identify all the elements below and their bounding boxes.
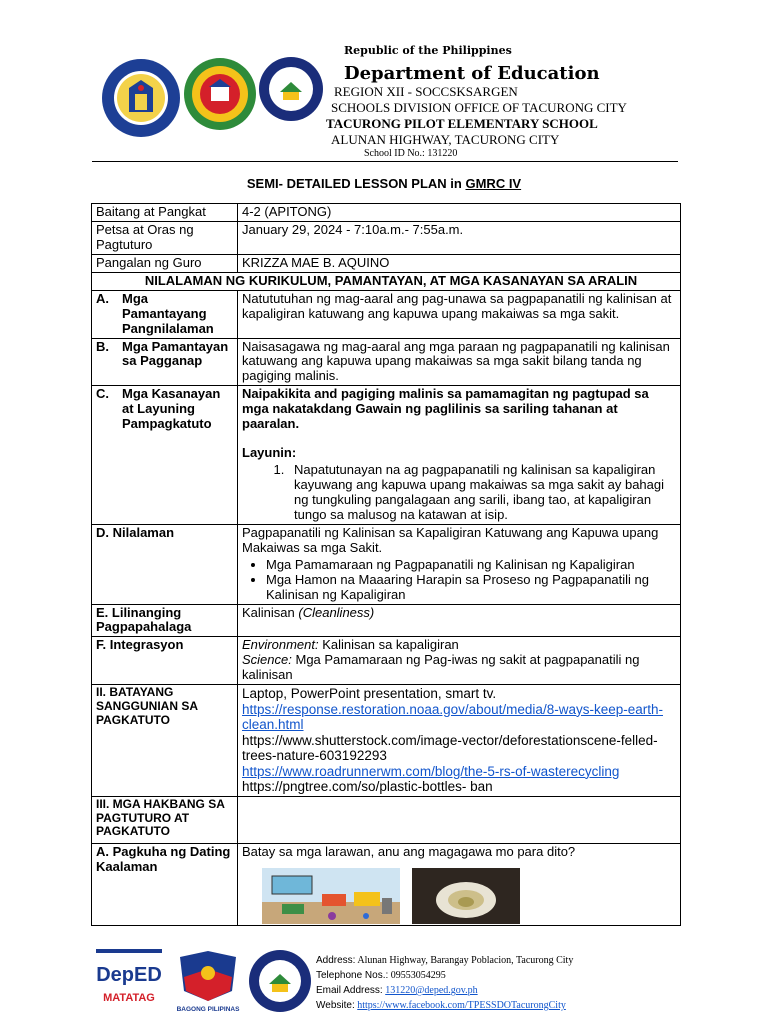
subject-title: GMRC IV	[465, 176, 522, 191]
deped-logo-text: DepED	[96, 964, 162, 986]
content-value: Pagpapanatili ng Kalinisan sa Kapaligiran Katuwang ang Kapuwa upang Makaiwas sa mga Sakit. • Mga Pamamaraan ng Pagpapanatili ng Kalinisan ng Kapaligiran • Mga Hamon na Maaaring Harapin sa Proseso ng Pagpapanatili ng Kalinisan ng Kapaligiran	[238, 524, 681, 604]
prior-knowledge-label: A. Pagkuha ng Dating Kaalaman	[92, 843, 238, 925]
reference-link[interactable]: https://www.roadrunnerwm.com/blog/the-5-rs-of-wasterecycling	[242, 763, 620, 779]
content-standards-label: A. Mga Pamantayang Pangnilalaman	[92, 290, 238, 338]
list-item: • Mga Hamon na Maaaring Harapin sa Proseso ng Pagpapanatili ng Kalinisan ng Kapaligiran	[266, 573, 676, 603]
competencies-label: C. Mga Kasanayan at Layuning Pampagkatuto	[92, 386, 238, 525]
table-row	[92, 843, 681, 925]
phone-label: Telephone Nos.:	[316, 970, 389, 981]
table-row	[92, 338, 681, 386]
table-row	[92, 272, 681, 290]
procedure-value	[238, 796, 681, 843]
lesson-plan-table	[91, 203, 681, 926]
curriculum-section-header: NILALAMAN NG KURIKULUM, PAMANTAYAN, AT MGA KASANAYAN SA ARALIN	[92, 272, 681, 290]
table-row	[92, 524, 681, 604]
table-row	[92, 254, 681, 272]
department-line: Department of Education	[344, 63, 600, 84]
website-label: Website:	[316, 1000, 355, 1011]
values-label: E. Lilinanging Pagpapahalaga	[92, 604, 238, 637]
table-row	[92, 290, 681, 338]
table-row	[92, 221, 681, 254]
republic-line: Republic of the Philippines	[344, 44, 512, 57]
table-row	[92, 637, 681, 685]
school-id-line: School ID No.: 131220	[364, 148, 458, 159]
bagong-pilipinas-text: BAGONG PILIPINAS	[176, 1006, 240, 1013]
table-row	[92, 604, 681, 637]
content-standards-value: Natututuhan ng mag-aaral ang pag-unawa sa pagpapanatili ng kalinisan at kapaligiran katuwang ang kapuwa upang makaiwas sa mga sakit.	[238, 290, 681, 338]
reference-link[interactable]: https://response.restoration.noaa.gov/about/media/8-ways-keep-earth-clean.html	[242, 701, 663, 733]
deped-seal-icon	[101, 58, 181, 138]
school-seal-icon	[258, 54, 324, 124]
contact-block	[316, 953, 573, 1013]
table-row	[92, 386, 681, 525]
phone-value: 09553054295	[388, 970, 446, 981]
school-name-line: TACURONG PILOT ELEMENTARY SCHOOL	[326, 116, 598, 131]
region-line: REGION XII - SOCCSKSARGEN	[334, 84, 518, 99]
bagong-pilipinas-logo-icon	[172, 947, 244, 1013]
table-row	[92, 204, 681, 222]
content-label: D. Nilalaman	[92, 524, 238, 604]
address-value: Alunan Highway, Barangay Poblacion, Tacurong City	[355, 955, 574, 966]
prior-knowledge-value: Batay sa mga larawan, anu ang magagawa mo para dito?	[238, 843, 681, 925]
procedure-label: III. MGA HAKBANG SA PAGTUTURO AT PAGKATUTO	[92, 796, 238, 843]
school-address-line: ALUNAN HIGHWAY, TACURONG CITY	[331, 132, 560, 147]
teacher-label: Pangalan ng Guro	[92, 254, 238, 272]
performance-standards-label: B. Mga Pamantayan sa Pagganap	[92, 338, 238, 386]
address-label: Address:	[316, 955, 356, 966]
email-link[interactable]: 131220@deped.gov.ph	[385, 985, 478, 996]
matatag-text: MATATAG	[103, 992, 155, 1004]
references-label: II. BATAYANG SANGGUNIAN SA PAGKATUTO	[92, 685, 238, 797]
school-seal-footer-icon	[248, 949, 312, 1013]
objectives-heading: Layunin:	[242, 445, 297, 461]
grade-value: 4-2 (APITONG)	[238, 204, 681, 222]
date-value: January 29, 2024 - 7:10a.m.- 7:55a.m.	[238, 221, 681, 254]
website-link[interactable]: https://www.facebook.com/TPESSDOTacurongCity	[357, 1000, 566, 1011]
integration-label: F. Integrasyon	[92, 637, 238, 685]
messy-classroom-image	[262, 868, 400, 924]
grade-label: Baitang at Pangkat	[92, 204, 238, 222]
header-divider	[92, 161, 678, 162]
date-label: Petsa at Oras ng Pagtuturo	[92, 221, 238, 254]
values-value: Kalinisan (Cleanliness)	[238, 604, 681, 637]
competencies-value: Naipakikita and pagiging malinis sa pamamagitan ng pagtupad sa mga nakatakdang Gawain ng paglilinis sa sariling tahanan at paaralan. Layunin: 1. Napatutunayan na ag pagpapanatili ng kalinisan sa kapaligiran kayuwang ang kapuwa upang makaiwas sa mga sakit ay bahagi ng tungkuling pangalagaan ang sarili, ibang tao, at kapaligiran tungo sa malusog na katawan at isip.	[238, 386, 681, 525]
teacher-value: KRIZZA MAE B. AQUINO	[238, 254, 681, 272]
page-title: SEMI- DETAILED LESSON PLAN in GMRC IV	[246, 176, 522, 191]
division-seal-icon	[183, 55, 257, 133]
objective-item: 1. Napatutunayan na ag pagpapanatili ng kalinisan sa kapaligiran kayuwang ang kapuwa upang makaiwas sa mga sakit ay bahagi ng tungkuling pangalagaan ang sarili, ibang tao, at kapaligiran tungo sa malusog na katawan at isip.	[288, 463, 676, 523]
dirty-toilet-image	[412, 868, 520, 924]
performance-standards-value: Naisasagawa ng mag-aaral ang mga paraan ng pagpapanatili ng kalinisan katuwang ang kapuwa upang makaiwas sa mga sakit bilang tanda ng pagiging malinis.	[238, 338, 681, 386]
table-row	[92, 796, 681, 843]
division-line: SCHOOLS DIVISION OFFICE OF TACURONG CITY	[331, 100, 627, 115]
email-label: Email Address:	[316, 985, 383, 996]
deped-matatag-logo-icon	[96, 949, 162, 1009]
table-row	[92, 685, 681, 797]
letterhead	[0, 0, 768, 165]
references-value: Laptop, PowerPoint presentation, smart tv. https://response.restoration.noaa.gov/about/media/8-ways-keep-earth-clean.html https://www.shutterstock.com/image-vector/deforestationscene-felled-trees-nature-603192293 https://www.roadrunnerwm.com/blog/the-5-rs-of-wasterecycling https://pngtree.com/so/plastic-bottles- ban	[238, 685, 681, 797]
list-item: • Mga Pamamaraan ng Pagpapanatili ng Kalinisan ng Kapaligiran	[266, 558, 676, 573]
integration-value: Environment: Kalinisan sa kapaligiran Science: Mga Pamamaraan ng Pag-iwas ng sakit at pagpapanatili ng kalinisan	[238, 637, 681, 685]
